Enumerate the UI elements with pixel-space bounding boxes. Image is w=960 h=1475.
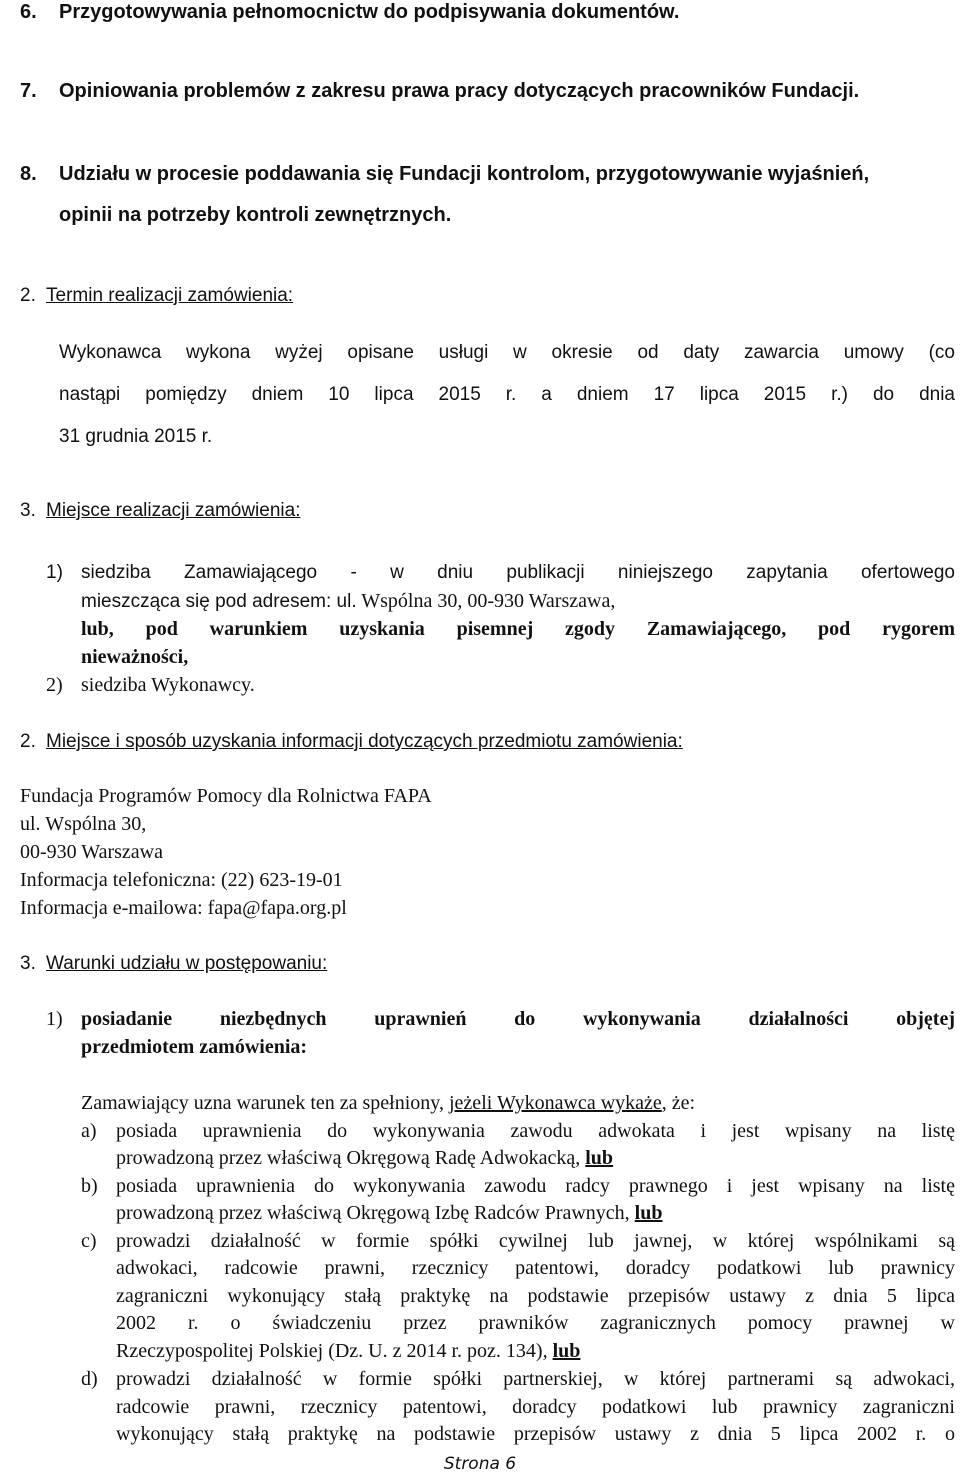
section-number: 2. — [20, 731, 36, 752]
sub-item-text: posiada uprawnienia do wykonywania zawodu radcy prawnego i jest wpisany na listę — [116, 1175, 955, 1197]
list-number: 7. — [20, 80, 37, 102]
condition-text: nieważności, — [81, 646, 189, 668]
intro-text: Zamawiający uzna warunek ten za spełniony, — [81, 1092, 444, 1114]
list-item-text: Przygotowywania pełnomocnictw do podpisywania dokumentów. — [59, 1, 680, 23]
paragraph-line: nastąpi pomiędzy dniem 10 lipca 2015 r. a dniem 17 lipca 2015 r.) do dnia — [59, 384, 955, 405]
list-item-text: siedziba Zamawiającego - w dniu publikacji niniejszego zapytania ofertowego — [81, 562, 955, 583]
lub-conjunction: lub — [634, 1202, 663, 1224]
intro-underlined: jeżeli Wykonawca wykaże — [449, 1092, 662, 1114]
sub-item-text — [116, 1201, 662, 1225]
contact-phone: Informacja telefoniczna: (22) 623-19-01 — [20, 869, 343, 891]
list-item-text: opinii na potrzeby kontroli zewnętrznych. — [59, 204, 452, 226]
sub-item-text-part: prowadzoną przez właściwą Okręgową Izbę Radców Prawnych, — [116, 1202, 630, 1224]
list-number: 8. — [20, 163, 37, 185]
intro-tail: , że: — [661, 1092, 696, 1114]
list-item-text: siedziba Wykonawcy. — [81, 674, 255, 696]
section-heading: Warunki udziału w postępowaniu: — [46, 953, 328, 974]
page-number: Strona 6 — [443, 1454, 517, 1474]
sub-item-text: adwokaci, radcowie prawni, rzecznicy patentowi, doradcy podatkowi lub prawnicy — [116, 1257, 955, 1279]
section-heading: Termin realizacji zamówienia: — [46, 285, 294, 306]
sub-item-letter: d) — [81, 1368, 98, 1390]
lub-conjunction: lub — [585, 1147, 614, 1169]
sub-item-text-part: prowadzoną przez właściwą Okręgową Radę Adwokacką, — [116, 1147, 581, 1169]
paragraph-line: Wykonawca wykona wyżej opisane usługi w okresie od daty zawarcia umowy (co — [59, 342, 955, 363]
sub-item-text: posiada uprawnienia do wykonywania zawodu adwokata i jest wpisany na listę — [116, 1120, 955, 1142]
sub-item-text — [116, 1146, 613, 1170]
paragraph-line: 31 grudnia 2015 r. — [59, 426, 213, 447]
condition-title: posiadanie niezbędnych uprawnień do wykonywania działalności objętej — [81, 1008, 955, 1030]
address-label: mieszcząca się pod adresem: ul. — [81, 591, 357, 612]
sub-item-letter: b) — [81, 1175, 98, 1197]
section-number: 3. — [20, 953, 36, 974]
section-heading: Miejsce i sposób uzyskania informacji dotyczących przedmiotu zamówienia: — [46, 731, 683, 752]
list-number: 1) — [46, 1008, 63, 1030]
sub-item-text: prowadzi działalność w formie spółki partnerskiej, w której partnerami są adwokaci, — [116, 1368, 955, 1390]
condition-intro — [81, 1091, 695, 1115]
list-item-text: Opiniowania problemów z zakresu prawa pracy dotyczących pracowników Fundacji. — [59, 80, 860, 102]
contact-organization: Fundacja Programów Pomocy dla Rolnictwa FAPA — [20, 785, 432, 807]
list-number: 6. — [20, 1, 37, 23]
contact-city: 00-930 Warszawa — [20, 841, 163, 863]
sub-item-text — [116, 1339, 580, 1363]
sub-item-text: prowadzi działalność w formie spółki cywilnej lub jawnej, w której wspólnikami są — [116, 1230, 955, 1252]
section-heading: Miejsce realizacji zamówienia: — [46, 500, 301, 521]
section-number: 2. — [20, 285, 36, 306]
sub-item-text: zagraniczni wykonujący stałą praktykę na podstawie przepisów ustawy z dnia 5 lipca — [116, 1285, 955, 1307]
list-number: 1) — [46, 562, 63, 583]
section-number: 3. — [20, 500, 36, 521]
sub-item-text: 2002 r. o świadczeniu przez prawników zagranicznych pomocy prawnej w — [116, 1312, 955, 1334]
sub-item-text: wykonujący stałą praktykę na podstawie przepisów ustawy z dnia 5 lipca 2002 r. o — [116, 1423, 955, 1445]
contact-street: ul. Wspólna 30, — [20, 813, 147, 835]
address-value: Wspólna 30, 00-930 Warszawa, — [361, 590, 616, 612]
sub-item-text-part: Rzeczypospolitej Polskiej (Dz. U. z 2014 r. poz. 134), — [116, 1340, 548, 1362]
list-item-text: Udziału w procesie poddawania się Fundacji kontrolom, przygotowywanie wyjaśnień, — [59, 163, 870, 185]
sub-item-letter: a) — [81, 1120, 97, 1142]
sub-item-text: radcowie prawni, rzecznicy patentowi, doradcy podatkowi lub prawnicy zagraniczni — [116, 1396, 955, 1418]
list-number: 2) — [46, 674, 63, 696]
list-item-text — [81, 589, 615, 614]
condition-text: lub, pod warunkiem uzyskania pisemnej zgody Zamawiającego, pod rygorem — [81, 618, 955, 640]
lub-conjunction: lub — [552, 1340, 581, 1362]
contact-email: Informacja e-mailowa: fapa@fapa.org.pl — [20, 897, 347, 919]
sub-item-letter: c) — [81, 1230, 97, 1252]
condition-title: przedmiotem zamówienia: — [81, 1036, 308, 1058]
